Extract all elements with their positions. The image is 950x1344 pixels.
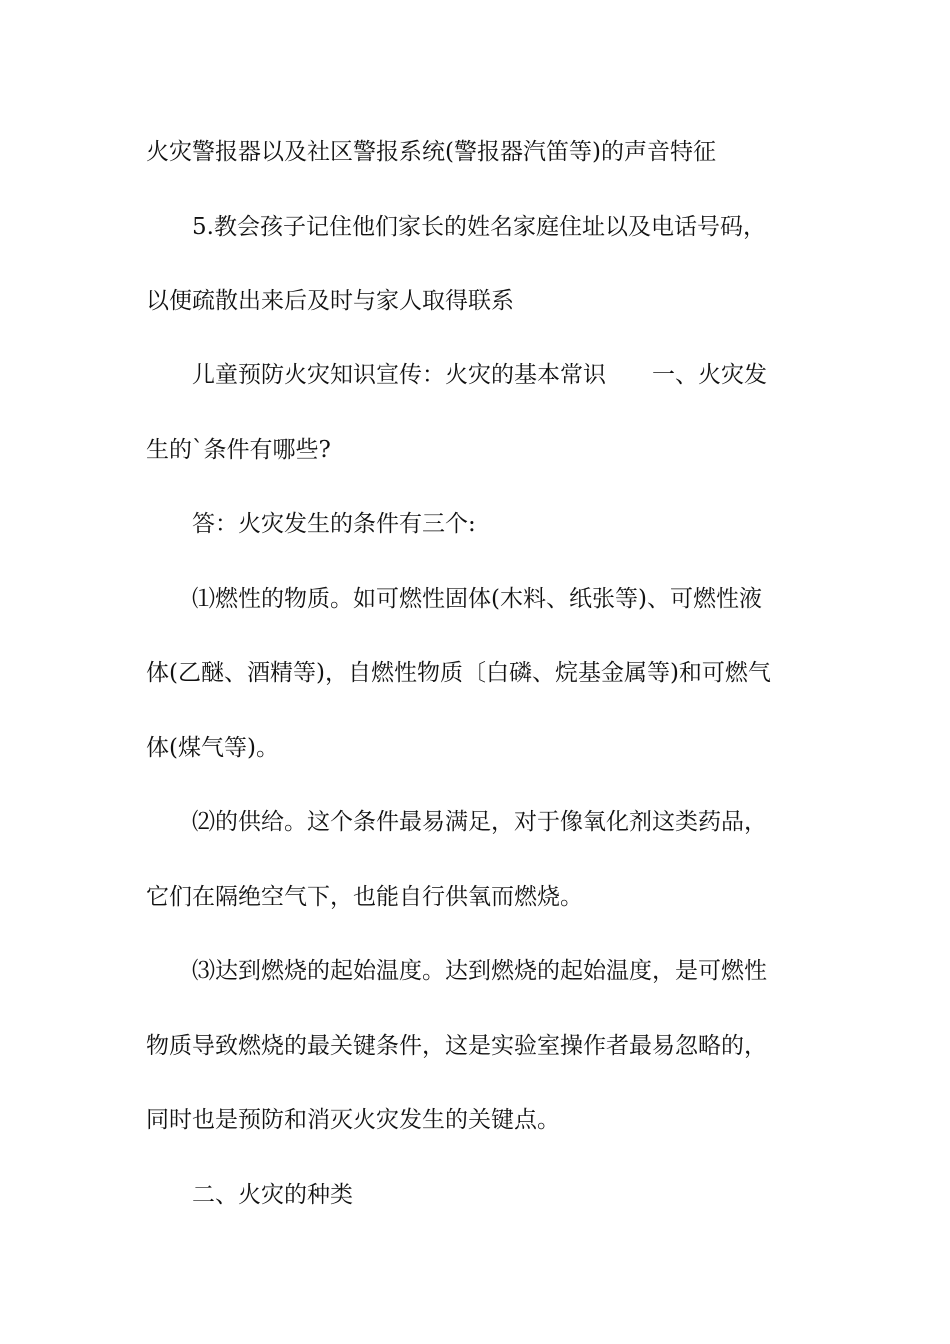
text-line: 5.教会孩子记住他们家长的姓名家庭住址以及电话号码， — [192, 214, 766, 240]
text-line: 它们在隔绝空气下，也能自行供氧而燃烧。 — [146, 884, 583, 910]
text-line: 答：火灾发生的条件有三个: — [192, 511, 476, 537]
text-line: 以便疏散出来后及时与家人取得联系 — [146, 288, 514, 314]
text-line: 生的`条件有哪些? — [146, 437, 331, 463]
section-heading: 二、火灾的种类 — [192, 1182, 353, 1208]
text-line: 火灾警报器以及社区警报系统(警报器汽笛等)的声音特征 — [146, 139, 716, 165]
text-line: 体(乙醚、酒精等)，自燃性物质〔白磷、烷基金属等)和可燃气 — [146, 660, 771, 686]
text-line: 儿童预防火灾知识宣传：火灾的基本常识 一、火灾发 — [192, 362, 767, 388]
text-line: 体(煤气等)。 — [146, 735, 279, 761]
text-line: ⑵的供给。这个条件最易满足，对于像氧化剂这类药品， — [192, 809, 767, 835]
text-line: 物质导致燃烧的最关键条件，这是实验室操作者最易忽略的， — [146, 1033, 767, 1059]
text-line: ⑶达到燃烧的起始温度。达到燃烧的起始温度，是可燃性 — [192, 958, 767, 984]
text-line: 同时也是预防和消灭火灾发生的关键点。 — [146, 1107, 560, 1133]
text-line: ⑴燃性的物质。如可燃性固体(木料、纸张等)、可燃性液 — [192, 586, 762, 612]
